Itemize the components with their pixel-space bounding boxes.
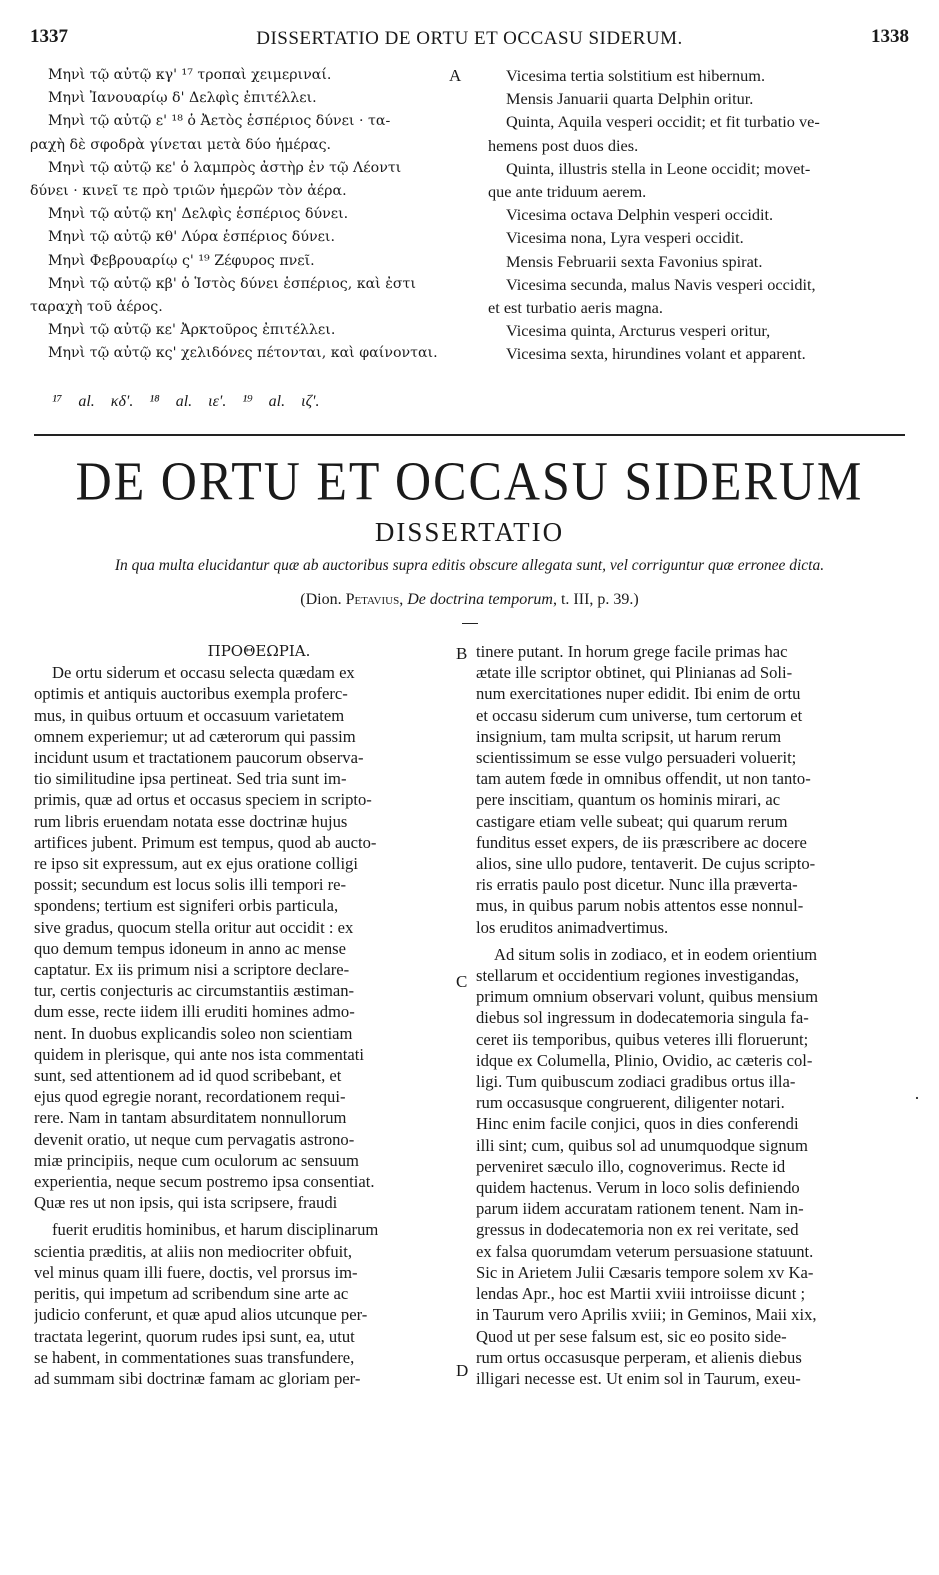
greek-line: ταραχὴ τοῦ ἀέρος. <box>30 299 163 316</box>
text-line: quidem hactenus. Verum in loco solis definiendo <box>476 1178 800 1198</box>
text-line: nent. In duobus explicandis soleo non scientiam <box>34 1023 353 1043</box>
text-line: diebus sol ingressum in dodecatemoria singula fa- <box>476 1008 809 1028</box>
text-line: spondens; tertium est signiferi orbis particula, <box>34 896 339 916</box>
text-line: experientia, neque secum postremo ipsa consentiat. <box>34 1172 375 1192</box>
margin-marker-d: D <box>456 1361 469 1380</box>
text-line: re ipso sit expressum, aut ex ejus oratione colligi <box>34 854 358 874</box>
greek-line: Μηνὶ Φεβρουαρίῳ ς' ¹⁹ Ζέφυρος πνεῖ. <box>48 252 315 269</box>
text-line: rum occasusque congruerent, diligenter notari. <box>476 1093 785 1113</box>
text-line: castigare etiam velle subeat; qui quarum rerum <box>476 811 788 831</box>
text-line: ceret iis temporibus, quibus veteres illi floruerunt; <box>476 1029 809 1049</box>
latin-line: hemens post duos dies. <box>488 135 639 155</box>
text-line: et occasu siderum cum universe, tum certorum et <box>476 705 803 725</box>
text-line: miæ principiis, neque cum oculorum ac sensuum <box>34 1150 359 1170</box>
body-column-right <box>476 641 894 1389</box>
latin-calendar-column <box>488 64 908 366</box>
running-head <box>30 26 909 56</box>
text-line: ætate ille scriptor obtinet, qui Plinianas ad Soli- <box>476 663 793 683</box>
greek-line: Μηνὶ τῷ αὐτῷ κε' ὁ λαμπρὸς ἀστὴρ ἐν τῷ Λέοντι <box>48 159 402 176</box>
running-title: DISSERTATIO DE ORTU ET OCCASU SIDERUM. <box>256 28 683 49</box>
source-work: De doctrina temporum <box>407 591 553 608</box>
text-line: Quod ut per sese falsum est, sic eo posito side- <box>476 1326 787 1346</box>
text-line: ex falsa quorumdam veterum persuasione statuunt. <box>476 1241 814 1261</box>
text-line: Quæ res ut non ipsis, qui ista scripsere, fraudi <box>34 1193 338 1213</box>
section-heading: ΠΡΟΘΕΩΡΙΑ. <box>207 642 311 660</box>
footnotes: ¹⁷ al. κδ'. ¹⁸ al. ιε'. ¹⁹ al. ιζ'. <box>52 393 320 410</box>
margin-dot: · <box>914 1088 920 1108</box>
text-line: omnem experiemur; ut ad cæterorum qui passim <box>34 726 356 746</box>
latin-line: Quinta, Aquila vesperi occidit; et fit turbatio ve- <box>506 112 820 132</box>
margin-marker-b: B <box>456 644 468 663</box>
text-line: tractata legerint, quorum rudes ipsi sunt, ea, utut <box>34 1326 355 1346</box>
text-line: parum iidem accuratam rationem tenent. Nam in- <box>476 1199 804 1219</box>
text-line: rum libris eruendam notata esse doctrinæ hujus <box>34 811 348 831</box>
text-line: ad summam sibi doctrinæ famam ac gloriam per- <box>34 1368 361 1388</box>
text-line: scientia præditis, at aliis non mediocriter obfuit, <box>34 1241 352 1261</box>
latin-line: que ante triduum aerem. <box>488 182 647 202</box>
text-line: pere inscitiam, quantum os hominis mirari, ac <box>476 790 781 810</box>
text-line: Hinc enim facile conjici, quos in dies conferendi <box>476 1114 799 1134</box>
text-line: peritis, qui impetum ad scribendum sine arte ac <box>34 1284 349 1304</box>
main-title: DE ORTU ET OCCASU SIDERUM <box>75 450 864 512</box>
text-line: dum esse, recte iidem illi eruditi homines admo- <box>34 1002 355 1022</box>
text-line: ris erratis paulo post dicetur. Nunc illa præverta- <box>476 875 798 895</box>
latin-line: Vicesima octava Delphin vesperi occidit. <box>506 205 774 225</box>
text-line: quidem in plerisque, qui ante nos ista commentati <box>34 1044 364 1064</box>
text-line: num exercitationes nuper edidit. Ibi enim de ortu <box>476 684 801 704</box>
latin-line: Mensis Januarii quarta Delphin oritur. <box>506 89 754 109</box>
text-line: optimis et antiquis auctoribus exempla proferc- <box>34 684 348 704</box>
body-column-left <box>34 641 454 1389</box>
source-separator: , <box>399 591 408 608</box>
text-line: perveniret sæculo illo, cognoverimus. Recte id <box>476 1156 786 1176</box>
text-line: ejus quod egregie norant, recordationem requi- <box>34 1087 346 1107</box>
text-line: ligi. Tum quibuscum zodiaci gradibus ortus illa- <box>476 1072 796 1092</box>
text-line: se habent, in commentationes suas transfundere, <box>34 1347 355 1367</box>
latin-line: et est turbatio aeris magna. <box>488 298 663 318</box>
text-line: tur, certis conjecturis ac circumstantiis æstiman- <box>34 981 355 1001</box>
latin-line: Vicesima nona, Lyra vesperi occidit. <box>506 228 744 248</box>
text-line: tam autem fœde in omnibus offendit, ut non tanto- <box>476 769 811 789</box>
source-open: (Dion. <box>300 591 346 608</box>
text-line: tio similitudine ipsa pertineat. Sed tria sunt im- <box>34 769 347 789</box>
text-line: mus, in quibus parum nobis attentos esse nonnul- <box>476 896 804 916</box>
text-line: Ad situm solis in zodiaco, et in eodem orientium <box>494 944 818 964</box>
text-line: illi sint; cum, quibus sol ad unumquodque signum <box>476 1135 808 1155</box>
latin-line: Vicesima secunda, malus Navis vesperi occidit, <box>506 274 816 294</box>
text-line: lendas Apr., hoc est Martii xviii introiisse dicunt ; <box>476 1284 806 1304</box>
greek-line: Μηνὶ τῷ αὐτῷ κς' χελιδόνες πέτονται, καὶ φαίνονται. <box>48 345 438 362</box>
text-line: judicio conferunt, et quæ apud alios utcunque per- <box>34 1305 368 1325</box>
text-line: vel minus quam illi fuere, doctis, vel prorsus im- <box>34 1262 358 1282</box>
text-line: illigari necesse est. Ut enim sol in Taurum, exeu- <box>476 1368 801 1388</box>
text-line: devenit oratio, ut neque cum pervagatis astrono- <box>34 1129 355 1149</box>
margin-marker-c: C <box>456 972 468 991</box>
greek-line: ραχὴ δὲ σφοδρὰ γίνεται μετὰ δύο ἡμέρας. <box>30 136 332 153</box>
title-description: In qua multa elucidantur quæ ab auctoribus supra editis obscure allegata sunt, vel corriguntur quæ erronee dicta. <box>114 557 825 574</box>
greek-line: Μηνὶ τῷ αὐτῷ κβ' ὁ Ἱστὸς δύνει ἑσπέριος, καὶ ἐστι <box>48 275 416 292</box>
text-line: possit; secundum est locus solis illi tempori re- <box>34 875 347 895</box>
greek-line: Μηνὶ τῷ αὐτῷ κθ' Λύρα ἑσπέριος δύνει. <box>48 229 335 246</box>
source-rest: , t. III, p. 39.) <box>552 591 639 608</box>
text-line: gressus in dodecatemoria non ex rei veritate, sed <box>476 1220 799 1240</box>
text-line: De ortu siderum et occasu selecta quædam ex <box>52 663 355 683</box>
text-line: primis, quæ ad ortus et occasus speciem in scripto- <box>34 790 372 810</box>
latin-line: Vicesima tertia solstitium est hibernum. <box>506 66 766 85</box>
greek-line: Μηνὶ τῷ αὐτῷ κε' Ἀρκτοῦρος ἐπιτέλλει. <box>48 322 336 339</box>
source-author: Petavius <box>345 591 400 608</box>
text-line: mus, in quibus ortuum et occasuum varietatem <box>34 705 345 725</box>
text-line: rum ortus occasusque perperam, et alienis diebus <box>476 1347 802 1367</box>
text-line: fuerit eruditis hominibus, et harum disciplinarum <box>52 1220 379 1240</box>
text-line: captatur. Ex iis primum nisi a scriptore declare- <box>34 960 350 980</box>
text-line: sive gradus, quocum stella oritur aut occidit : ex <box>34 917 354 937</box>
text-line: tinere putant. In horum grege facile primas hac <box>476 642 788 661</box>
greek-line: Μηνὶ τῷ αὐτῷ ε' ¹⁸ ὁ Ἀετὸς ἑσπέριος δύνει · τα- <box>48 113 391 130</box>
latin-line: Vicesima sexta, hirundines volant et apparent. <box>506 344 806 364</box>
source-citation <box>0 591 939 609</box>
text-line: rere. Nam in tantam absurditatem nonnullorum <box>34 1108 347 1128</box>
greek-line: Μηνὶ Ἰανουαρίῳ δ' Δελφὶς ἐπιτέλλει. <box>48 90 317 107</box>
text-line: primum omnium observari volunt, quibus mensium <box>476 987 818 1007</box>
text-line: idque ex Columella, Plinio, Ovidio, ac cæteris col- <box>476 1050 813 1070</box>
sub-title: DISSERTATIO <box>374 517 565 547</box>
greek-calendar-column <box>30 64 462 366</box>
latin-line: Quinta, illustris stella in Leone occidit; movet- <box>506 158 811 178</box>
section-divider <box>34 434 905 436</box>
page-number-right: 1338 <box>871 26 909 47</box>
latin-line: Vicesima quinta, Arcturus vesperi oritur, <box>506 321 771 341</box>
greek-line: Μηνὶ τῷ αὐτῷ κη' Δελφὶς ἑσπέριος δύνει. <box>48 206 349 223</box>
margin-marker-a: A <box>449 66 462 85</box>
text-line: in Taurum vero Aprilis xviii; in Geminos, Maii xix, <box>476 1305 817 1325</box>
text-line: los eruditos animadvertimus. <box>476 917 669 937</box>
short-divider <box>462 623 478 624</box>
text-line: insignium, tam multa scripsit, ut harum rerum <box>476 726 782 746</box>
text-line: alios, sine ullo pudore, tentaverit. De cujus scripto- <box>476 854 816 874</box>
text-line: stellarum et occidentium regiones investigandas, <box>476 966 800 986</box>
text-line: funditus esset expers, de iis præscribere ac docere <box>476 832 807 852</box>
text-line: artifices jubent. Primum est tempus, quod ab aucto- <box>34 832 377 852</box>
text-line: scientissimum se esse vulgo persuaderi voluerit; <box>476 748 797 768</box>
latin-line: Mensis Februarii sexta Favonius spirat. <box>506 251 763 271</box>
text-line: Sic in Arietem Julii Cæsaris tempore solem xv Ka- <box>476 1262 814 1282</box>
greek-line: δύνει · κινεῖ τε πρὸ τριῶν ἡμερῶν τὸν ἀέρα. <box>30 183 347 200</box>
text-line: sunt, sed attentionem ad id quod scribebant, et <box>34 1066 342 1086</box>
text-line: quo demum tempus idoneum in anno ac mense <box>34 938 346 958</box>
page-number-left: 1337 <box>30 26 68 47</box>
text-line: incidunt usum et tractationem paucorum observa- <box>34 748 364 768</box>
greek-line: Μηνὶ τῷ αὐτῷ κγ' ¹⁷ τροπαὶ χειμεριναί. <box>48 67 332 83</box>
